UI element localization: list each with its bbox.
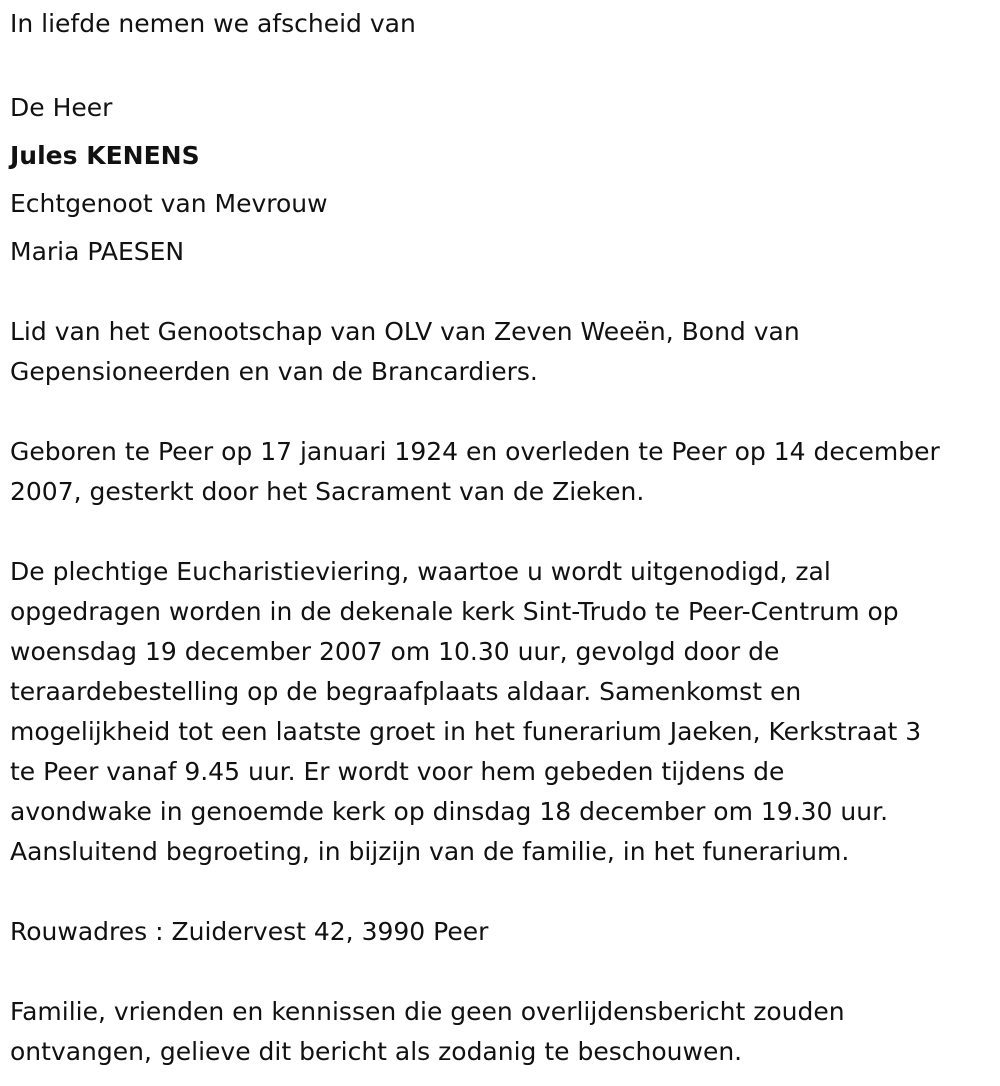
spouse-label: Echtgenoot van Mevrouw [10, 189, 328, 218]
ceremony-line: Aansluitend begroeting, in bijzijn van de familie, in het funerarium. [10, 837, 850, 866]
birth-death-paragraph [10, 432, 995, 512]
honorific: De Heer [10, 93, 113, 122]
ceremony-paragraph [10, 552, 995, 872]
spacer [10, 392, 995, 432]
spacer [10, 276, 995, 312]
ceremony-line: opgedragen worden in de dekenale kerk Sint-Trudo te Peer-Centrum op [10, 597, 899, 626]
ceremony-line: te Peer vanaf 9.45 uur. Er wordt voor hem gebeden tijdens de [10, 757, 785, 786]
closing-line: Familie, vrienden en kennissen die geen overlijdensbericht zouden [10, 997, 845, 1026]
ceremony-line: teraardebestelling op de begraafplaats aldaar. Samenkomst en [10, 677, 802, 706]
spacer [10, 44, 995, 84]
membership-line: Lid van het Genootschap van OLV van Zeven Weeën, Bond van [10, 317, 800, 346]
spacer [10, 872, 995, 912]
closing-paragraph [10, 992, 995, 1072]
birth-death-line: 2007, gesterkt door het Sacrament van de Zieken. [10, 477, 645, 506]
ceremony-line: De plechtige Eucharistieviering, waartoe u wordt uitgenodigd, zal [10, 557, 831, 586]
deceased-name: Jules KENENS [10, 141, 200, 170]
intro-text: In liefde nemen we afscheid van [10, 9, 416, 38]
ceremony-line: mogelijkheid tot een laatste groet in het funerarium Jaeken, Kerkstraat 3 [10, 717, 922, 746]
birth-death-line: Geboren te Peer op 17 januari 1924 en overleden te Peer op 14 december [10, 437, 940, 466]
deceased-name-block [10, 84, 995, 276]
closing-line: ontvangen, gelieve dit bericht als zodanig te beschouwen. [10, 1037, 743, 1066]
mourning-address: Rouwadres : Zuidervest 42, 3990 Peer [10, 917, 489, 946]
ceremony-line: avondwake in genoemde kerk op dinsdag 18 december om 19.30 uur. [10, 797, 889, 826]
ceremony-line: woensdag 19 december 2007 om 10.30 uur, gevolgd door de [10, 637, 780, 666]
obituary-notice [10, 4, 995, 1072]
membership-paragraph [10, 312, 995, 392]
membership-line: Gepensioneerden en van de Brancardiers. [10, 357, 538, 386]
spouse-name: Maria PAESEN [10, 237, 185, 266]
spacer [10, 512, 995, 552]
spacer [10, 952, 995, 992]
